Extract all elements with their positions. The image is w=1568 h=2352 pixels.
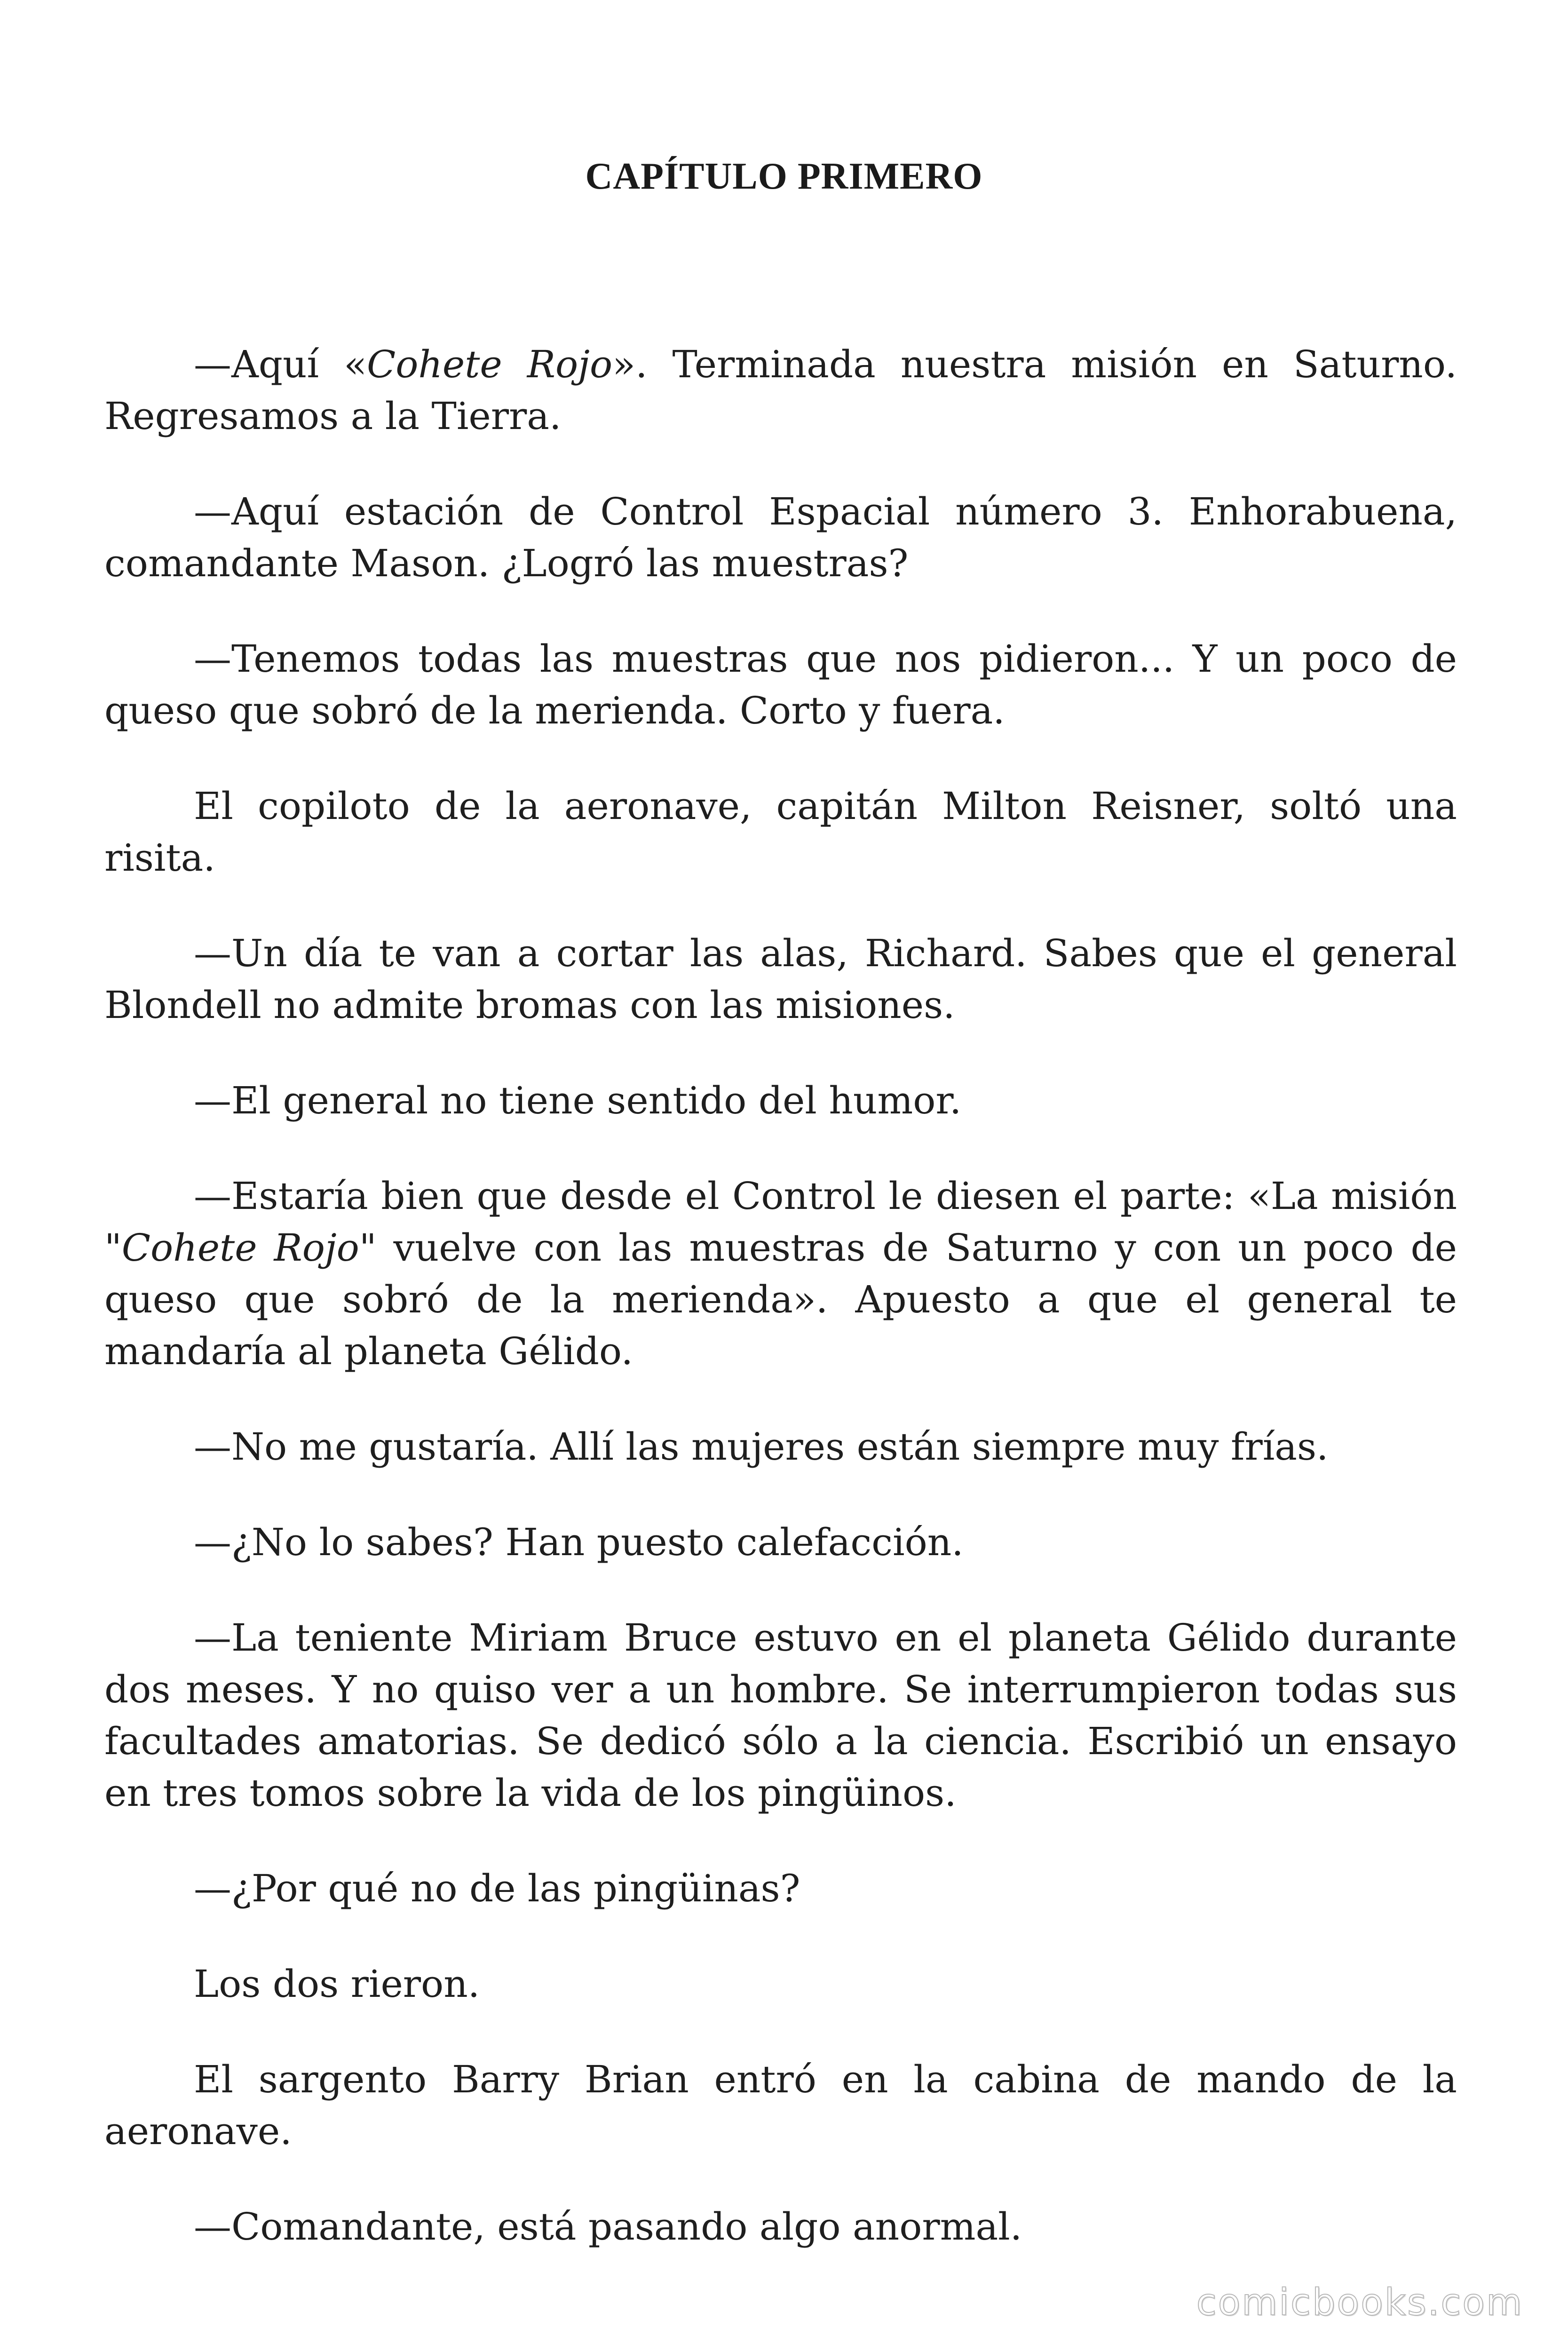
paragraph: El sargento Barry Brian entró en la cabina de mando de la aeronave. [104,2058,1457,2153]
paragraph: —El general no tiene sentido del humor. [194,1079,962,1122]
body-text [104,339,1457,2296]
chapter-title: CAPÍTULO PRIMERO [585,156,983,197]
paragraph: —No me gustaría. Allí las mujeres están siempre muy frías. [194,1425,1329,1469]
paragraph: —Comandante, está pasando algo anormal. [194,2205,1022,2249]
watermark: comicbooks.com [1196,2281,1523,2324]
paragraph: —Aquí estación de Control Espacial número 3. Enhorabuena, comandante Mason. ¿Logró las muestras? [104,490,1457,585]
paragraph: —Un día te van a cortar las alas, Richard. Sabes que el general Blondell no admite bromas con las misiones. [104,931,1457,1027]
paragraph: —Tenemos todas las muestras que nos pidieron... Y un poco de queso que sobró de la merienda. Corto y fuera. [104,637,1457,732]
paragraph: —Aquí «Cohete Rojo». Terminada nuestra misión en Saturno. Regresamos a la Tierra. [104,342,1457,438]
ship-name: Cohete Rojo [367,342,613,386]
paragraph: Los dos rieron. [194,1962,480,2006]
paragraph: —Estaría bien que desde el Control le diesen el parte: «La misión "Cohete Rojo" vuelve con las muestras de Saturno y con un poco de queso que sobró de la merienda». Apuesto a que el general te mandaría al planeta Gélido. [104,1174,1457,1373]
paragraph: —¿Por qué no de las pingüinas? [194,1867,800,1910]
paragraph: El copiloto de la aeronave, capitán Milton Reisner, soltó una risita. [104,784,1457,880]
paragraph: —¿No lo sabes? Han puesto calefacción. [194,1520,964,1564]
paragraph: —La teniente Miriam Bruce estuvo en el planeta Gélido durante dos meses. Y no quiso ver a un hombre. Se interrumpieron todas sus facultades amatorias. Se dedicó sólo a la ciencia. Escribió un ensayo en tres tomos sobre la vida de los pingüinos. [104,1616,1457,1815]
ship-name: Cohete Rojo [121,1226,359,1270]
